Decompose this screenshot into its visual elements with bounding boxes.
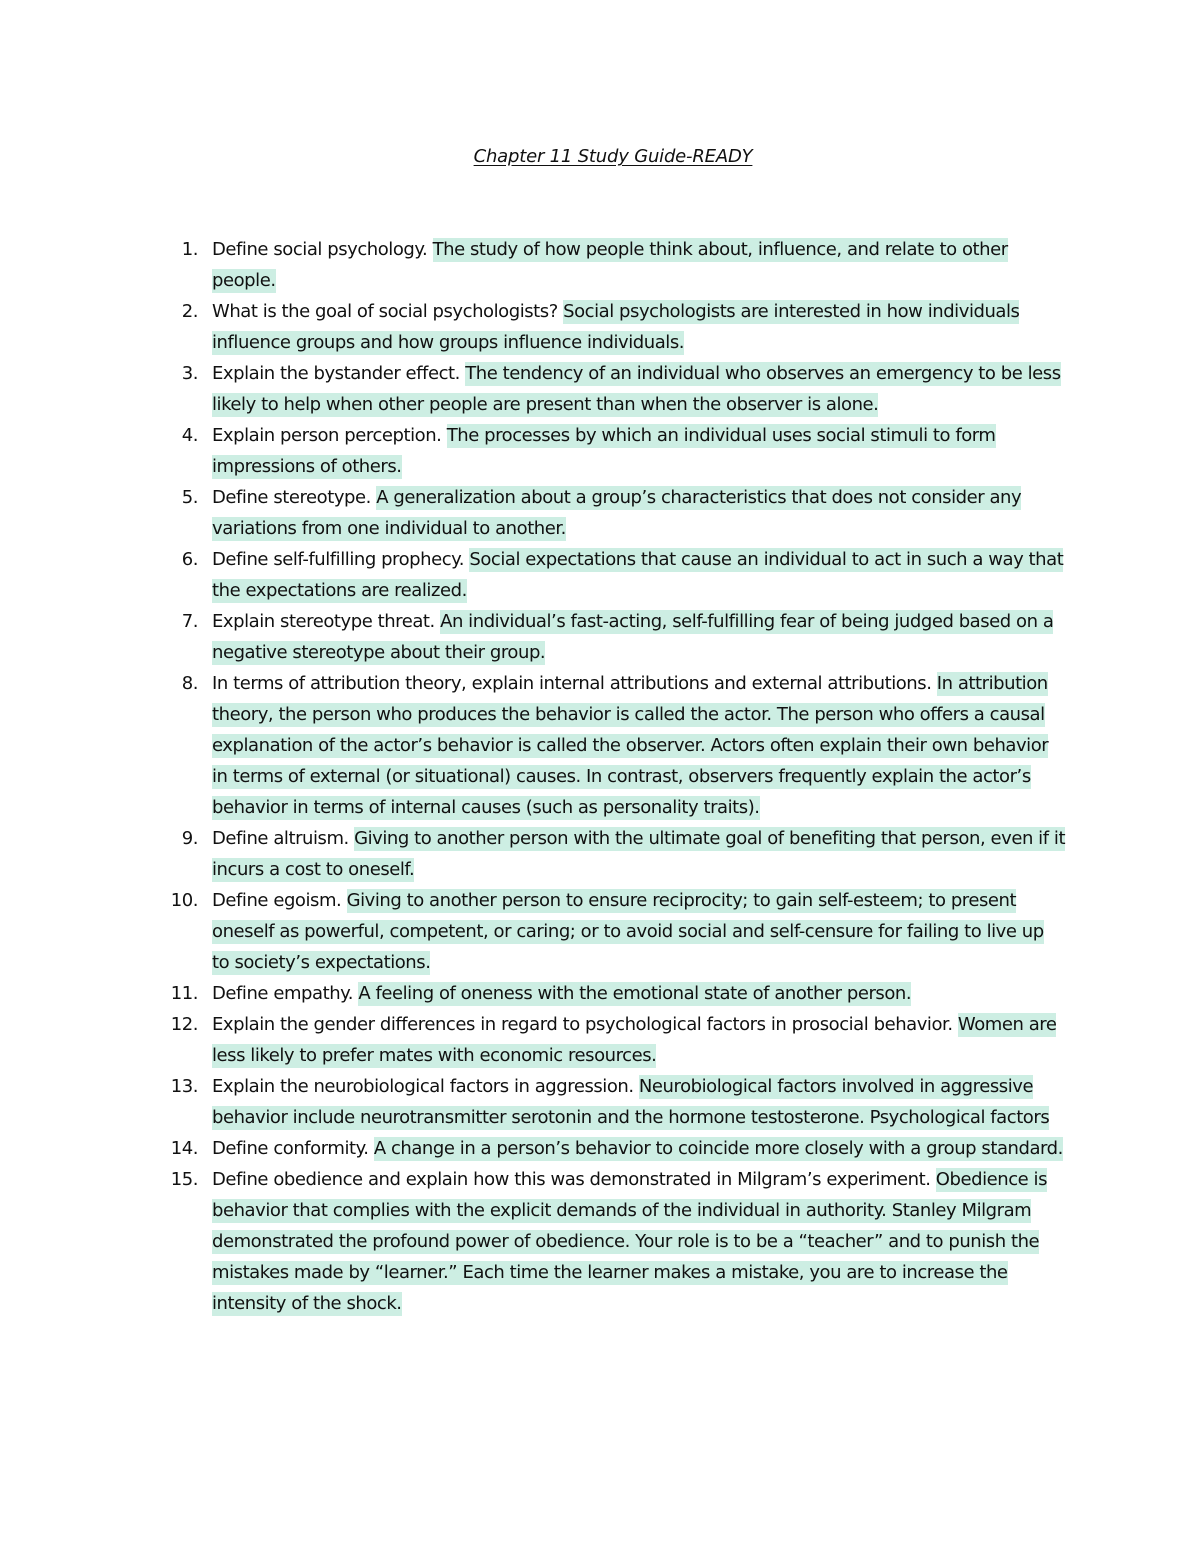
answer-highlight: The processes by which an individual uses social stimuli to form impressions of others. <box>212 425 996 477</box>
list-item <box>166 823 1066 885</box>
item-number: 8. <box>181 673 198 694</box>
list-item <box>166 358 1066 420</box>
question-text: Define conformity. <box>212 1138 369 1159</box>
item-number: 10. <box>170 890 198 911</box>
list-item <box>166 668 1066 823</box>
list-item <box>166 482 1066 544</box>
item-number: 5. <box>181 487 198 508</box>
answer-highlight: The tendency of an individual who observes an emergency to be less likely to help when other people are present than when the observer is alone. <box>212 363 1061 415</box>
question-text: Define stereotype. <box>212 487 371 508</box>
answer-highlight: Giving to another person to ensure reciprocity; to gain self-esteem; to present oneself as powerful, competent, or caring; or to avoid social and self-censure for failing to live up to society’s expectations. <box>212 890 1044 973</box>
question-text: Define egoism. <box>212 890 342 911</box>
list-item <box>166 1071 1066 1133</box>
answer-highlight: In attribution theory, the person who produces the behavior is called the actor. The person who offers a causal explanation of the actor’s behavior is called the observer. Actors often explain their own behavior in terms of external (or situational) causes. In contrast, observers frequently explain the actor’s behavior in terms of internal causes (such as personality traits). <box>212 673 1049 818</box>
list-item <box>166 1133 1066 1164</box>
question-text: Explain the neurobiological factors in aggression. <box>212 1076 634 1097</box>
answer-highlight: Neurobiological factors involved in aggressive behavior include neurotransmitter serotonin and the hormone testosterone. Psychological factors <box>212 1076 1050 1128</box>
list-item <box>166 234 1066 296</box>
question-text: Define social psychology. <box>212 239 428 260</box>
answer-highlight: Social expectations that cause an individual to act in such a way that the expectations are realized. <box>212 549 1064 601</box>
answer-highlight: A generalization about a group’s characteristics that does not consider any variations from one individual to another. <box>212 487 1022 539</box>
question-text: Explain person perception. <box>212 425 442 446</box>
document-title: Chapter 11 Study Guide-READY <box>473 146 753 167</box>
question-text: Define self-fulfilling prophecy. <box>212 549 465 570</box>
list-item <box>166 420 1066 482</box>
question-text: What is the goal of social psychologists? <box>212 301 558 322</box>
answer-highlight: A feeling of oneness with the emotional state of another person. <box>358 983 912 1004</box>
item-number: 4. <box>181 425 198 446</box>
list-item <box>166 544 1066 606</box>
list-item <box>166 1009 1066 1071</box>
question-text: Explain the gender differences in regard to psychological factors in prosocial behavior. <box>212 1014 953 1035</box>
question-text: Define empathy. <box>212 983 354 1004</box>
question-text: Define altruism. <box>212 828 349 849</box>
list-item <box>166 885 1066 978</box>
answer-highlight: The study of how people think about, influence, and relate to other people. <box>212 239 1008 291</box>
question-list <box>166 234 1066 1319</box>
item-number: 13. <box>170 1076 198 1097</box>
question-text: Explain the bystander effect. <box>212 363 460 384</box>
item-number: 1. <box>181 239 198 260</box>
item-number: 15. <box>170 1169 198 1190</box>
item-number: 2. <box>181 301 198 322</box>
item-number: 14. <box>170 1138 198 1159</box>
item-number: 9. <box>181 828 198 849</box>
answer-highlight: Giving to another person with the ultimate goal of benefiting that person, even if it incurs a cost to oneself. <box>212 828 1066 880</box>
item-number: 7. <box>181 611 198 632</box>
answer-highlight: Obedience is behavior that complies with the explicit demands of the individual in authority. Stanley Milgram demonstrated the profound power of obedience. Your role is to be a “teacher” and to punish the mistakes made by “learner.” Each time the learner makes a mistake, you are to increase the intensity of the shock. <box>212 1169 1048 1314</box>
item-number: 6. <box>181 549 198 570</box>
item-number: 3. <box>181 363 198 384</box>
item-number: 12. <box>170 1014 198 1035</box>
list-item <box>166 606 1066 668</box>
list-item <box>166 1164 1066 1319</box>
item-number: 11. <box>170 983 198 1004</box>
list-item <box>166 296 1066 358</box>
list-item <box>166 978 1066 1009</box>
answer-highlight: Social psychologists are interested in how individuals influence groups and how groups influence individuals. <box>212 301 1020 353</box>
question-text: Explain stereotype threat. <box>212 611 435 632</box>
answer-highlight: An individual’s fast-acting, self-fulfilling fear of being judged based on a negative stereotype about their group. <box>212 611 1054 663</box>
answer-highlight: Women are less likely to prefer mates with economic resources. <box>212 1014 1057 1066</box>
answer-highlight: A change in a person’s behavior to coincide more closely with a group standard. <box>373 1138 1063 1159</box>
question-text: Define obedience and explain how this was demonstrated in Milgram’s experiment. <box>212 1169 931 1190</box>
question-text: In terms of attribution theory, explain internal attributions and external attributions. <box>212 673 932 694</box>
